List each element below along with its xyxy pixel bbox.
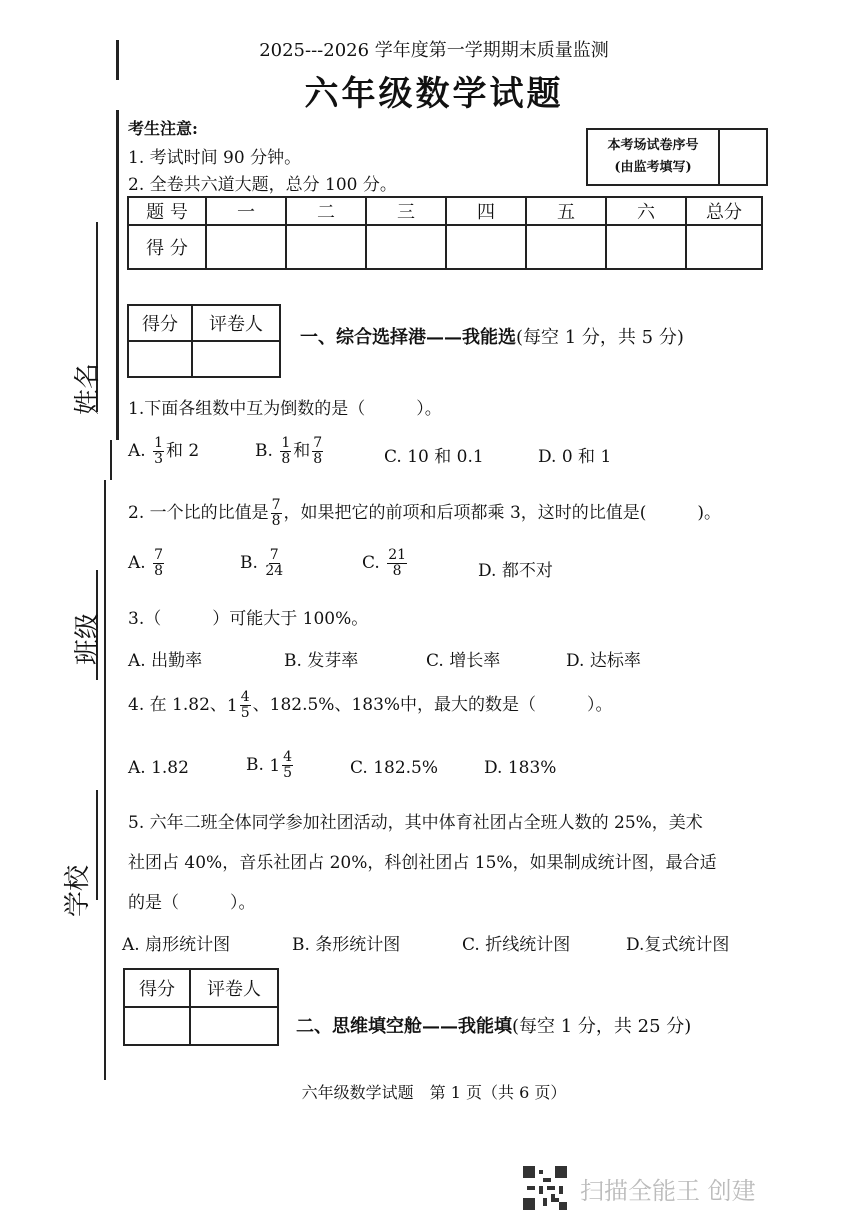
score-cell[interactable] — [526, 225, 606, 269]
section-1-title: 一、综合选择港——我能选 — [300, 327, 516, 348]
fraction — [240, 690, 251, 721]
q3-option-d: D. 达标率 — [566, 651, 641, 671]
numerator: 4 — [283, 749, 293, 765]
option-letter: A. — [128, 441, 146, 461]
binding-line-mid — [110, 440, 112, 480]
grader-score-cell[interactable] — [124, 1007, 190, 1045]
numerator: 4 — [240, 689, 250, 705]
denominator: 8 — [154, 563, 164, 579]
score-header: 五 — [526, 197, 606, 225]
question-5-line: 5. 六年二班全体同学参加社团活动，其中体育社团占全班人数的 25%，美术 — [128, 813, 703, 833]
question-1: 1.下面各组数中互为倒数的是（ ）。 — [128, 399, 442, 419]
q5-option-b: B. 条形统计图 — [292, 935, 401, 955]
q2-option-b — [240, 548, 285, 579]
side-label-name: 姓名 — [73, 362, 103, 415]
option-letter: A. — [128, 553, 146, 573]
option-letter: B. — [255, 441, 273, 461]
mixed-number — [227, 690, 253, 721]
whole-part: 1 — [226, 695, 238, 716]
denominator: 3 — [154, 451, 164, 467]
denominator: 24 — [265, 563, 284, 579]
fraction — [387, 548, 407, 579]
score-table — [127, 196, 763, 270]
question-3: 3.（ ）可能大于 100%。 — [128, 609, 369, 629]
score-row-label: 得 分 — [128, 225, 206, 269]
question-2 — [128, 498, 721, 529]
q3-option-a: A. 出勤率 — [128, 651, 203, 671]
q5-option-a: A. 扇形统计图 — [122, 935, 231, 955]
q5-option-d: D.复式统计图 — [626, 935, 730, 955]
serial-label-line: 本考场试卷序号 — [607, 138, 699, 153]
score-header: 四 — [446, 197, 526, 225]
serial-box — [586, 128, 768, 186]
grader-name-cell[interactable] — [192, 341, 280, 377]
option-letter: B. — [240, 553, 258, 573]
section-1-heading — [300, 323, 684, 349]
question-text: 、182.5%、183%中，最大的数是（ ）。 — [252, 695, 613, 715]
grader-score-cell[interactable] — [128, 341, 192, 377]
numerator: 7 — [271, 497, 281, 513]
score-cell[interactable] — [206, 225, 286, 269]
q4-option-c: C. 182.5% — [350, 758, 439, 778]
notice-item: 1. 考试时间 90 分钟。 — [128, 148, 302, 168]
q2-option-d: D. 都不对 — [478, 561, 553, 581]
q4-option-d: D. 183% — [484, 758, 557, 778]
score-header: 六 — [606, 197, 686, 225]
mixed-number — [269, 750, 295, 781]
q1-option-d: D. 0 和 1 — [538, 447, 612, 467]
question-5-line: 社团占 40%，音乐社团占 20%，科创社团占 15%，如果制成统计图，最合适 — [128, 853, 717, 873]
scanner-watermark: 扫描全能王 创建 — [580, 1177, 756, 1205]
fraction — [265, 548, 283, 579]
section-2-note: (每空 1 分，共 25 分) — [512, 1016, 692, 1037]
serial-input-cell[interactable] — [719, 129, 767, 185]
option-letter: B. — [246, 755, 264, 775]
q3-option-c: C. 增长率 — [426, 651, 501, 671]
score-header: 一 — [206, 197, 286, 225]
binding-line-lower — [104, 480, 106, 1080]
section-1-note: (每空 1 分，共 5 分) — [516, 327, 684, 348]
denominator: 5 — [240, 705, 250, 721]
grader-name-label: 评卷人 — [190, 969, 278, 1007]
section-2-heading — [296, 1012, 691, 1038]
fraction — [282, 750, 293, 781]
fraction — [153, 436, 164, 467]
exam-title: 六年级数学试题 — [304, 74, 564, 114]
q4-option-b — [246, 750, 295, 781]
side-label-class: 班级 — [73, 612, 103, 665]
q1-option-a — [128, 436, 199, 467]
score-cell[interactable] — [446, 225, 526, 269]
score-cell[interactable] — [286, 225, 366, 269]
option-letter: C. — [362, 553, 380, 573]
serial-label — [587, 129, 719, 185]
denominator: 5 — [283, 765, 293, 781]
grader-score-label: 得分 — [124, 969, 190, 1007]
section-2-title: 二、思维填空舱——我能填 — [296, 1016, 512, 1037]
numerator: 7 — [313, 435, 323, 451]
q2-option-c — [362, 548, 409, 579]
denominator: 8 — [281, 451, 291, 467]
side-label-school: 学校 — [63, 864, 93, 917]
grader-name-label: 评卷人 — [192, 305, 280, 341]
exam-subtitle: 2025---2026 学年度第一学期期末质量监测 — [259, 40, 609, 61]
score-header: 总分 — [686, 197, 762, 225]
fraction — [271, 498, 282, 529]
notice-heading: 考生注意: — [128, 119, 198, 138]
page-footer: 六年级数学试题 第 1 页（共 6 页） — [301, 1083, 567, 1102]
binding-line-upper — [116, 110, 119, 440]
q2-option-a — [128, 548, 166, 579]
score-cell[interactable] — [366, 225, 446, 269]
score-cell[interactable] — [686, 225, 762, 269]
numerator: 1 — [281, 435, 291, 451]
denominator: 8 — [392, 563, 402, 579]
numerator: 7 — [269, 547, 279, 563]
score-header: 二 — [286, 197, 366, 225]
qr-code-icon — [523, 1166, 567, 1210]
question-text: 2. 一个比的比值是 — [128, 503, 269, 523]
score-header: 题 号 — [128, 197, 206, 225]
numerator: 21 — [388, 547, 407, 563]
question-4 — [128, 690, 613, 721]
grader-name-cell[interactable] — [190, 1007, 278, 1045]
school-underline — [96, 790, 98, 900]
grader-score-label: 得分 — [128, 305, 192, 341]
q5-option-c: C. 折线统计图 — [462, 935, 571, 955]
q4-option-a: A. 1.82 — [128, 758, 189, 778]
fraction — [312, 436, 323, 467]
question-5-line: 的是（ ）。 — [128, 893, 256, 913]
notice-item: 2. 全卷共六道大题，总分 100 分。 — [128, 175, 397, 195]
denominator: 8 — [271, 513, 281, 529]
serial-label-note: (由监考填写) — [614, 160, 692, 175]
q3-option-b: B. 发芽率 — [284, 651, 359, 671]
numerator: 7 — [154, 547, 164, 563]
denominator: 8 — [313, 451, 323, 467]
numerator: 1 — [154, 435, 164, 451]
question-text: ，如果把它的前项和后项都乘 3，这时的比值是( )。 — [283, 503, 722, 523]
grader-box — [127, 304, 281, 378]
score-cell[interactable] — [606, 225, 686, 269]
q1-option-c: C. 10 和 0.1 — [384, 447, 484, 467]
fraction — [280, 436, 291, 467]
option-text: 和 — [293, 441, 311, 461]
q1-option-b — [255, 436, 325, 467]
fraction — [153, 548, 164, 579]
whole-part: 1 — [269, 755, 281, 776]
grader-box — [123, 968, 279, 1046]
option-text: 和 2 — [166, 441, 200, 461]
score-header: 三 — [366, 197, 446, 225]
question-text: 4. 在 1.82、 — [128, 695, 227, 715]
